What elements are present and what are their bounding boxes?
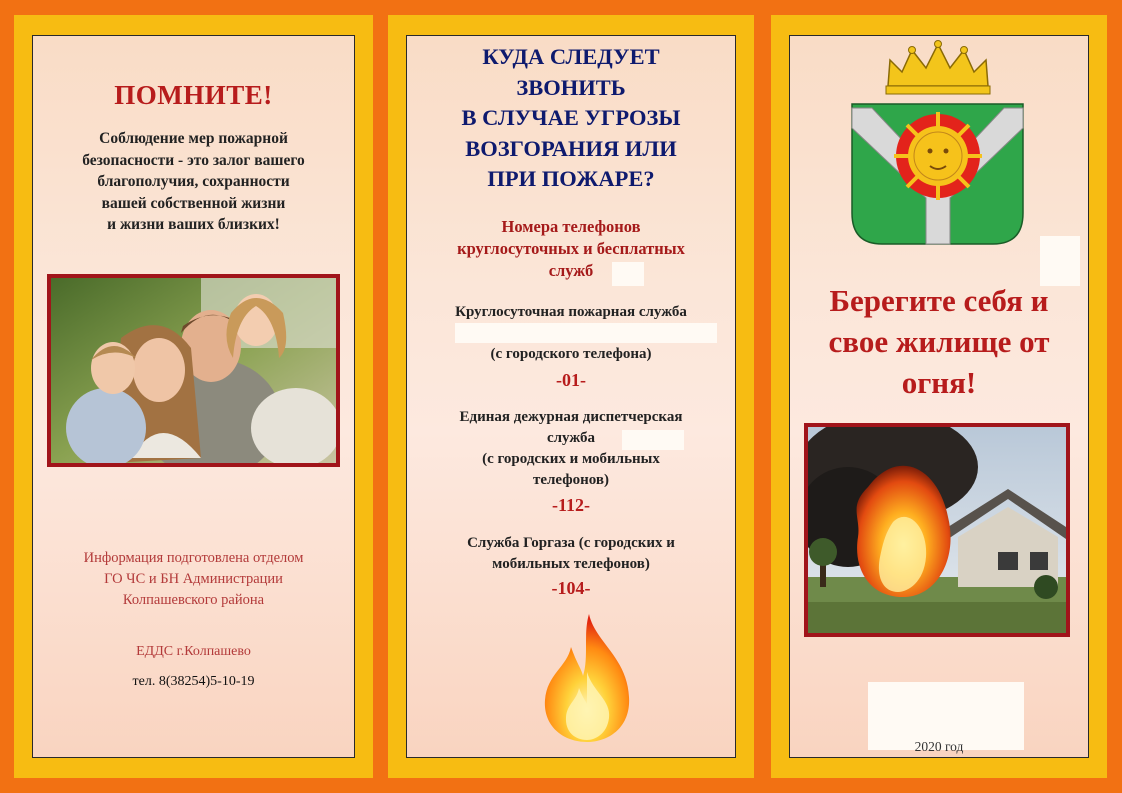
slogan-line: свое жилище от: [828, 324, 1050, 359]
heading-line: ВОЗГОРАНИЯ ИЛИ: [465, 135, 677, 161]
slogan: [790, 280, 1088, 403]
subtitle-line: Номера телефонов: [501, 217, 641, 236]
info-line: Информация подготовлена отделом: [83, 550, 304, 566]
burning-house-photo: [804, 423, 1070, 637]
edds-line: (с городских и мобильных: [482, 451, 660, 467]
remember-heading: ПОМНИТЕ!: [114, 80, 273, 110]
edds-service-label: [407, 407, 735, 491]
slogan-line: огня!: [901, 365, 977, 400]
publication-year: 2020 год: [914, 739, 964, 754]
panel-left: [32, 35, 355, 758]
safety-message-line: вашей собственной жизни: [101, 194, 286, 212]
coat-of-arms-icon: [850, 38, 1025, 248]
safety-message-line: и жизни ваших близких!: [107, 216, 280, 233]
blank-patch: [1040, 236, 1080, 286]
edds-line: телефонов): [532, 472, 610, 488]
blank-patch: [455, 323, 717, 343]
panel-middle: [406, 35, 736, 758]
safety-message-line: благополучия, сохранности: [97, 173, 290, 190]
panel-middle-frame: [388, 15, 754, 778]
gas-service-number: -104-: [551, 578, 591, 598]
edds-service-number: -112-: [552, 495, 590, 515]
gas-service-label: [407, 533, 735, 575]
subtitle-line: служб: [548, 261, 594, 280]
safety-message-line: Соблюдение мер пожарной: [99, 130, 288, 147]
heading-line: В СЛУЧАЕ УГРОЗЫ: [461, 105, 681, 130]
slogan-line: Берегите себя и: [829, 283, 1049, 318]
safety-message-line: безопасности - это залог вашего: [82, 151, 305, 169]
gas-line: мобильных телефонов): [492, 556, 650, 572]
subtitle-line: круглосуточных и бесплатных: [457, 239, 685, 258]
fire-service-note: (с городского телефона): [490, 346, 652, 362]
edds-line: служба: [546, 430, 596, 446]
prepared-by-info: [33, 548, 354, 611]
contact-phone: тел. 8(38254)5-10-19: [132, 674, 255, 689]
info-line: Колпашевского района: [122, 592, 265, 608]
panel-right-frame: [771, 15, 1107, 778]
flame-icon: [537, 612, 637, 742]
heading-line: ЗВОНИТЬ: [516, 74, 626, 100]
heading-line: КУДА СЛЕДУЕТ: [482, 44, 660, 69]
info-line: ГО ЧС и БН Администрации: [104, 571, 283, 587]
family-photo: [47, 274, 340, 467]
heading-line: ПРИ ПОЖАРЕ?: [487, 166, 655, 191]
edds-line: Единая дежурная диспетчерская: [459, 409, 683, 425]
fire-service-number: -01-: [556, 370, 586, 390]
panel-right: [789, 35, 1089, 758]
gas-line: Служба Горгаза (с городских и: [467, 535, 675, 551]
fire-service-label: Круглосуточная пожарная служба: [455, 304, 687, 320]
edds-label: ЕДДС г.Колпашево: [136, 644, 251, 659]
phone-numbers-subtitle: [407, 216, 735, 282]
where-to-call-heading: [407, 42, 735, 195]
panel-left-frame: [14, 15, 373, 778]
safety-message: [55, 128, 332, 236]
